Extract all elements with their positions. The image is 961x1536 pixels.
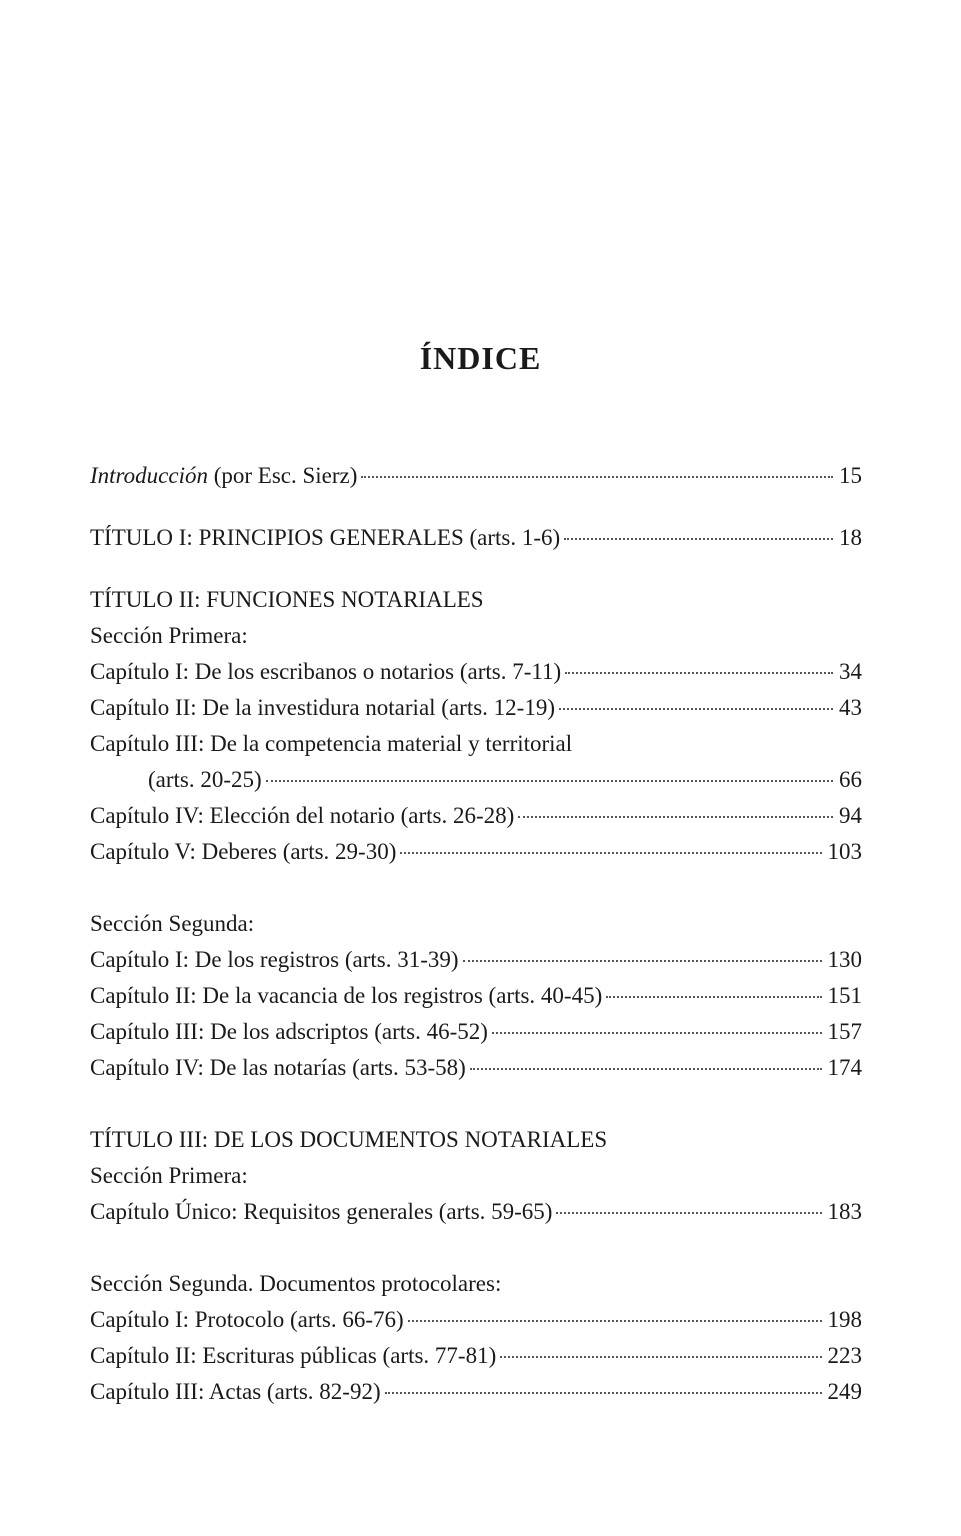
dot-leader [565, 672, 833, 674]
toc-entry[interactable] [90, 1338, 862, 1374]
toc-entry[interactable] [90, 798, 862, 834]
toc-page-number: 157 [827, 1019, 862, 1044]
toc-page-number: 18 [839, 525, 862, 550]
dot-leader [266, 780, 833, 782]
toc-page-number: 103 [827, 839, 862, 864]
dot-leader [606, 996, 821, 998]
toc-entry[interactable] [90, 1014, 862, 1050]
toc-entry-label-italic: Introducción [90, 463, 208, 488]
table-of-contents [90, 458, 862, 1410]
spacer [90, 870, 862, 906]
toc-page-number: 15 [839, 463, 862, 488]
toc-entry-label: Capítulo II: Escrituras públicas (arts. 77-81) [90, 1343, 497, 1368]
spacer [90, 1230, 862, 1266]
dot-leader [500, 1356, 821, 1358]
dot-leader [556, 1212, 821, 1214]
toc-entry-titulo-1[interactable] [90, 520, 862, 556]
dot-leader [400, 852, 821, 854]
toc-page-number: 174 [827, 1055, 862, 1080]
toc-entry-label: Capítulo I: De los registros (arts. 31-39) [90, 947, 459, 972]
toc-section-heading: Sección Segunda: [90, 911, 255, 936]
dot-leader [564, 538, 833, 540]
toc-entry-label [90, 458, 357, 494]
toc-entry[interactable] [90, 942, 862, 978]
toc-entry-label-rest: (por Esc. Sierz) [207, 463, 358, 488]
dot-leader [470, 1068, 822, 1070]
toc-section-heading: Sección Primera: [90, 623, 248, 648]
dot-leader [518, 816, 833, 818]
toc-entry[interactable] [90, 834, 862, 870]
toc-entry[interactable] [90, 690, 862, 726]
toc-entry-label-continuation: (arts. 20-25) [148, 767, 262, 792]
page-title: ÍNDICE [419, 340, 542, 376]
toc-page-number: 130 [827, 947, 862, 972]
dot-leader [408, 1320, 822, 1322]
toc-entry[interactable] [90, 1374, 862, 1410]
toc-entry-label-first-line: Capítulo III: De la competencia material y territorial [90, 731, 573, 756]
dot-leader [492, 1032, 822, 1034]
toc-entry[interactable] [90, 978, 862, 1014]
toc-section-heading: Sección Segunda. Documentos protocolares: [90, 1271, 502, 1296]
toc-entry[interactable] [90, 1050, 862, 1086]
toc-page-number: 198 [827, 1307, 862, 1332]
spacer [90, 494, 862, 520]
dot-leader [559, 708, 833, 710]
toc-entry-introduccion[interactable] [90, 458, 862, 494]
toc-entry-label: Capítulo II: De la investidura notarial (arts. 12-19) [90, 695, 555, 720]
toc-entry-label: Capítulo II: De la vacancia de los registros (arts. 40-45) [90, 983, 603, 1008]
toc-entry[interactable] [90, 762, 862, 798]
toc-heading-titulo-2: TÍTULO II: FUNCIONES NOTARIALES [90, 587, 484, 612]
toc-page-number: 94 [839, 803, 862, 828]
spacer [90, 1086, 862, 1122]
spacer [90, 556, 862, 582]
toc-entry-label: Capítulo I: Protocolo (arts. 66-76) [90, 1307, 404, 1332]
toc-entry-label: Capítulo III: De los adscriptos (arts. 46-52) [90, 1019, 488, 1044]
toc-heading-titulo-3: TÍTULO III: DE LOS DOCUMENTOS NOTARIALES [90, 1127, 608, 1152]
toc-entry[interactable] [90, 1194, 862, 1230]
toc-page-number: 223 [827, 1343, 862, 1368]
toc-page-number: 34 [839, 659, 862, 684]
toc-section-heading: Sección Primera: [90, 1163, 248, 1188]
toc-page-number: 249 [827, 1379, 862, 1404]
toc-entry-label: Capítulo V: Deberes (arts. 29-30) [90, 839, 397, 864]
dot-leader [361, 476, 833, 478]
dot-leader [463, 960, 822, 962]
toc-entry[interactable] [90, 654, 862, 690]
toc-entry-label: Capítulo IV: Elección del notario (arts. 26-28) [90, 803, 515, 828]
toc-page-number: 183 [827, 1199, 862, 1224]
toc-page-number: 151 [827, 983, 862, 1008]
toc-page-number: 66 [839, 767, 862, 792]
toc-entry-label: Capítulo III: Actas (arts. 82-92) [90, 1379, 381, 1404]
toc-entry-label: Capítulo Único: Requisitos generales (arts. 59-65) [90, 1199, 553, 1224]
toc-entry-label: TÍTULO I: PRINCIPIOS GENERALES (arts. 1-6) [90, 525, 561, 550]
dot-leader [385, 1392, 822, 1394]
toc-page-number: 43 [839, 695, 862, 720]
toc-entry-label: Capítulo IV: De las notarías (arts. 53-58) [90, 1055, 466, 1080]
toc-entry-label: Capítulo I: De los escribanos o notarios (arts. 7-11) [90, 659, 562, 684]
toc-entry[interactable] [90, 1302, 862, 1338]
